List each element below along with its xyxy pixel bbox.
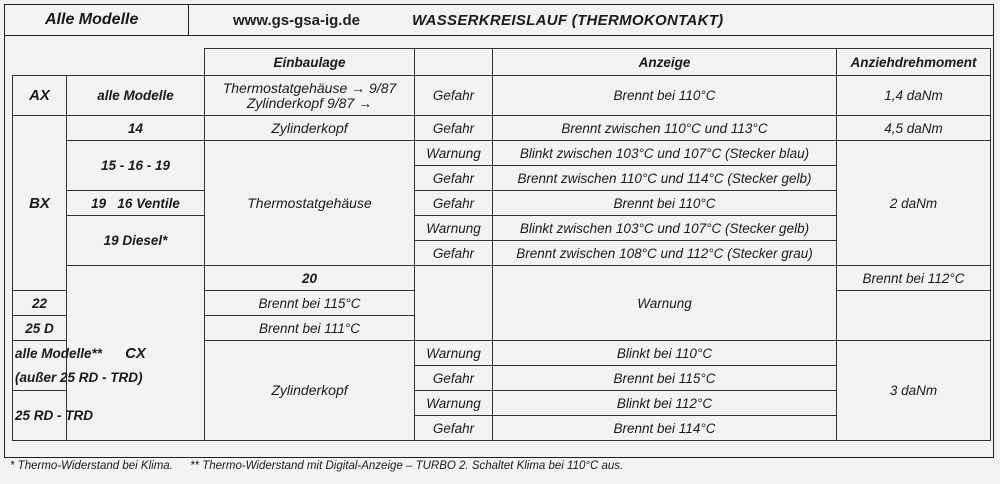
footnote-2: ** Thermo-Widerstand mit Digital-Anzeige – TURBO 2. Schaltet Klima bei 110°C aus. [190, 460, 624, 472]
group-ax: AX [13, 76, 67, 116]
table-row [13, 116, 991, 141]
thermocontact-table [12, 48, 991, 441]
torque-cell: 3 daNm [837, 341, 991, 441]
display-cell: Blinkt zwischen 103°C und 107°C (Stecker gelb) [493, 216, 837, 241]
install-cell: Thermostatgehäuse [205, 141, 415, 266]
display-cell: Blinkt bei 110°C [493, 341, 837, 366]
install-cell: Thermostatgehäuse → 9/87 Zylinderkopf 9/87 → [205, 76, 415, 116]
display-cell: Brennt bei 114°C [493, 416, 837, 441]
table-row [13, 266, 991, 291]
display-cell: Brennt bei 110°C [493, 76, 837, 116]
display-cell: Brennt zwischen 108°C und 112°C (Stecker grau) [493, 241, 837, 266]
page-header [4, 4, 994, 36]
display-cell: Brennt bei 111°C [205, 316, 415, 341]
display-cell: Brennt bei 112°C [837, 266, 991, 291]
model-cell: alle Modelle** [13, 341, 67, 366]
footnote-1: * Thermo-Widerstand bei Klima. [10, 460, 173, 472]
display-cell: Brennt zwischen 110°C und 114°C (Stecker gelb) [493, 166, 837, 191]
display-cell: Brennt bei 115°C [493, 366, 837, 391]
table-header-row [13, 49, 991, 76]
warn-cell: Warnung [493, 266, 837, 341]
website-url: www.gs-gsa-ig.de [233, 11, 360, 29]
display-cell: Blinkt bei 112°C [493, 391, 837, 416]
model-cell: 20 [205, 266, 415, 291]
model-label: Alle Modelle [5, 5, 189, 35]
warn-cell: Gefahr [415, 241, 493, 266]
torque-cell: 4,5 daNm [837, 116, 991, 141]
page-title: WASSERKREISLAUF (THERMOKONTAKT) [411, 11, 724, 29]
model-cell: 14 [67, 116, 205, 141]
warn-cell: Warnung [415, 391, 493, 416]
model-cell: 25 D [13, 316, 67, 341]
warn-cell: Gefahr [415, 416, 493, 441]
col-header-einbaulage: Einbaulage [205, 49, 415, 76]
model-cell: 25 RD - TRD [13, 391, 67, 441]
warn-cell: Warnung [415, 141, 493, 166]
group-bx: BX [13, 116, 67, 291]
warn-cell: Gefahr [415, 76, 493, 116]
warn-cell: Warnung [415, 341, 493, 366]
display-cell: Brennt bei 110°C [493, 191, 837, 216]
table-row [13, 141, 991, 166]
model-cell: 19 Diesel* [67, 216, 205, 266]
model-cell: 22 [13, 291, 67, 316]
display-cell: Blinkt zwischen 103°C und 107°C (Stecker blau) [493, 141, 837, 166]
table-row [13, 76, 991, 116]
install-cell: Zylinderkopf [205, 341, 415, 441]
model-cell: 19 16 Ventile [67, 191, 205, 216]
install-cell: Zylinderkopf [205, 116, 415, 141]
torque-cell: 2 daNm [837, 141, 991, 266]
torque-cell: 1,4 daNm [837, 76, 991, 116]
model-cell: alle Modelle [67, 76, 205, 116]
display-cell: Brennt zwischen 110°C und 113°C [493, 116, 837, 141]
col-header-anziehdrehmoment: Anziehdrehmoment [837, 49, 991, 76]
warn-cell: Gefahr [415, 366, 493, 391]
col-header-anzeige: Anzeige [493, 49, 837, 76]
group-cx: CX [67, 266, 205, 441]
model-cell: (außer 25 RD - TRD) [13, 366, 67, 391]
warn-cell: Gefahr [415, 166, 493, 191]
model-cell: 15 - 16 - 19 [67, 141, 205, 191]
display-cell: Brennt bei 115°C [205, 291, 415, 316]
warn-cell: Warnung [415, 216, 493, 241]
col-header-blank [415, 49, 493, 76]
warn-cell: Gefahr [415, 191, 493, 216]
footnotes [10, 460, 637, 472]
install-cell [415, 266, 493, 341]
warn-cell: Gefahr [415, 116, 493, 141]
